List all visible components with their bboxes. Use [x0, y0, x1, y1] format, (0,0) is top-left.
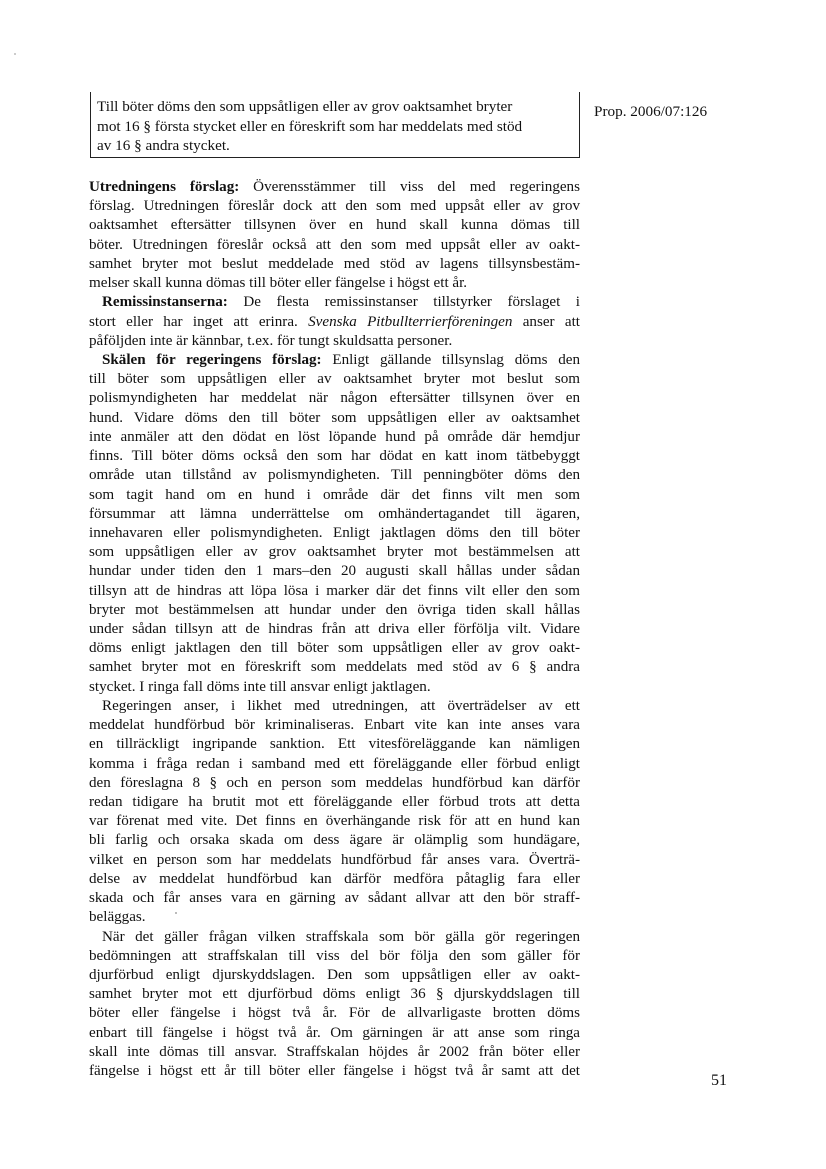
paragraph-line: bryter mot bestämmelsen att hundar under den övriga tiden skall hållas	[89, 601, 580, 618]
paragraph-line	[89, 178, 580, 197]
section-heading: Utredningens förslag:	[89, 179, 240, 195]
paragraph-line: den föreslagna 8 § och en person som meddelas hundförbud kan därför	[89, 774, 580, 791]
paragraph-text: Överensstämmer till viss del med regeringens	[239, 179, 580, 195]
paragraph-line: under sådan tillsyn att de hindras från att driva eller förfölja vilt. Vidare	[89, 621, 580, 638]
section-heading: Remissinstanserna:	[102, 294, 228, 311]
paragraph-line: När det gäller frågan vilken straffskala som bör gälla gör regeringen	[102, 928, 580, 945]
paragraph-line: fängelse i högst ett år till böter eller fängelse i högst två år samt att det	[89, 1063, 580, 1080]
paragraph-line: vilket en person som har meddelats hundförbud får anses vara. Överträ-	[89, 851, 580, 868]
paragraph-line: en tillräckligt ingripande sanktion. Ett vitesföreläggande kan nämligen	[89, 736, 580, 753]
paragraph-line: förslag. Utredningen föreslår dock att den som med uppsåt eller av grov	[89, 198, 580, 215]
paragraph-text: Enligt gällande tillsynslag döms den	[321, 351, 581, 368]
paragraph-line: redan tidigare ha brutit mot ett föreläggande eller förbud trots att detta	[89, 794, 580, 810]
paragraph-line: skall inte dömas till ansvar. Straffskalan höjdes år 2002 från böter eller	[89, 1043, 580, 1060]
scan-speck	[175, 912, 177, 914]
paragraph-line: inte anmäler att den dödat en löst löpande hund på område där hemdjur	[89, 428, 580, 445]
paragraph-text: De flesta remissinstanser tillstyrker förslaget i	[227, 294, 580, 311]
paragraph-line: döms enligt jaktlagen den till böter som uppsåtligen eller av grov oakt-	[89, 640, 580, 657]
paragraph-line: komma i fråga redan i samband med ett föreläggande eller förbud enligt	[89, 755, 580, 772]
paragraph-line: meddelat hundförbud bör kriminaliseras. Enbart vite kan inte anses vara	[89, 717, 580, 734]
paragraph-line: hund. Vidare döms den till böter som uppsåtligen eller av oaktsamhet	[89, 409, 580, 426]
paragraph-line	[89, 351, 580, 370]
publication-label: Prop. 2006/07:126	[594, 103, 708, 120]
paragraph-line: oaktsamhet eftersätter tillsynen över en hund skall kunna dömas till	[89, 217, 580, 234]
boxed-line: av 16 § andra stycket.	[97, 137, 230, 154]
boxed-provision	[90, 92, 580, 158]
paragraph-text: stort eller har inget att erinra.	[89, 313, 309, 330]
paragraph-line: hundar under tiden den 1 mars–den 20 augusti skall hållas under sådan	[89, 563, 580, 580]
paragraph-line	[89, 313, 580, 332]
paragraph-line: beläggas.	[89, 909, 146, 926]
paragraph-text: anser att	[512, 313, 580, 330]
paragraph-line: innehavaren eller polismyndigheten. Enligt jaktlagen döms den till böter	[89, 524, 580, 541]
organization-name: Svenska Pitbullterrierföreningen	[308, 313, 513, 330]
paragraph-line: var förenat med vite. Det finns en överhängande risk för att en hund kan	[89, 813, 580, 830]
paragraph-line: område utan tillstånd av polismyndigheten. Till penningböter döms den	[89, 467, 580, 484]
paragraph-line: delse av meddelat hundförbud kan därför medföra påtaglig fara eller	[89, 870, 580, 887]
paragraph-line: försummar att lämna underrättelse om omhändertagandet till ägaren,	[89, 505, 580, 522]
paragraph-line: melser skall kunna dömas till böter eller fängelse i högst ett år.	[89, 275, 468, 292]
paragraph-line	[89, 293, 580, 312]
paragraph-line: samhet bryter mot beslut meddelade med stöd av lagens tillsynsbestäm-	[89, 255, 580, 272]
scan-speck	[14, 53, 16, 55]
paragraph-line: bli farlig och orsaka skada om dess ägare är olämplig som hundägare,	[89, 832, 580, 849]
paragraph-line: påföljden inte är kännbar, t.ex. för tungt skuldsatta personer.	[89, 332, 453, 349]
paragraph-line: stycket. I ringa fall döms inte till ansvar enligt jaktlagen.	[89, 678, 431, 695]
paragraph-line: Regeringen anser, i likhet med utredningen, att överträdelser av ett	[102, 697, 580, 714]
boxed-line: Till böter döms den som uppsåtligen eller av grov oaktsamhet bryter	[97, 98, 513, 115]
paragraph-line: skada och får anses vara en gärning av sådant allvar att den bör straff-	[89, 890, 580, 907]
paragraph-line: djurförbud enligt djurskyddslagen. Den som uppsåtligen eller av oakt-	[89, 966, 580, 983]
paragraph-line: finns. Till böter döms också den som har dödat en katt inom tätbebyggt	[89, 448, 580, 465]
paragraph-line: som tagit hand om en hund i område där det finns vilt men som	[89, 486, 580, 503]
paragraph-line: samhet bryter mot en föreskrift som meddelats med stöd av 6 § andra	[89, 659, 580, 676]
paragraph-line: polismyndigheten har meddelat när någon eftersätter tillsynen över en	[89, 390, 580, 407]
paragraph-line: till böter som uppsåtligen eller av oaktsamhet bryter mot beslut som	[89, 371, 580, 388]
paragraph-line: enbart till fängelse i högst två år. Om gärningen är att anse som ringa	[89, 1024, 580, 1041]
paragraph-line: bedömningen att straffskalan till viss del bör följa den som gäller för	[89, 947, 580, 964]
section-heading: Skälen för regeringens förslag:	[102, 351, 322, 368]
boxed-line: mot 16 § första stycket eller en föreskrift som har meddelats med stöd	[97, 117, 523, 135]
page-number: 51	[711, 1072, 727, 1089]
body-text	[89, 178, 580, 1081]
paragraph-line: tillsyn att de hindras att löpa lösa i marker där det finns vilt eller den som	[89, 582, 580, 599]
paragraph-line: samhet bryter mot ett djurförbud döms enligt 36 § djurskyddslagen till	[89, 986, 580, 1003]
paragraph-line: som uppsåtligen eller av grov oaktsamhet bryter mot bestämmelsen att	[89, 544, 580, 561]
paragraph-line: böter eller fängelse i högst två år. För de allvarligaste brotten döms	[89, 1005, 580, 1022]
paragraph-line: böter. Utredningen föreslår också att den som med uppsåt eller av oakt-	[89, 236, 580, 253]
